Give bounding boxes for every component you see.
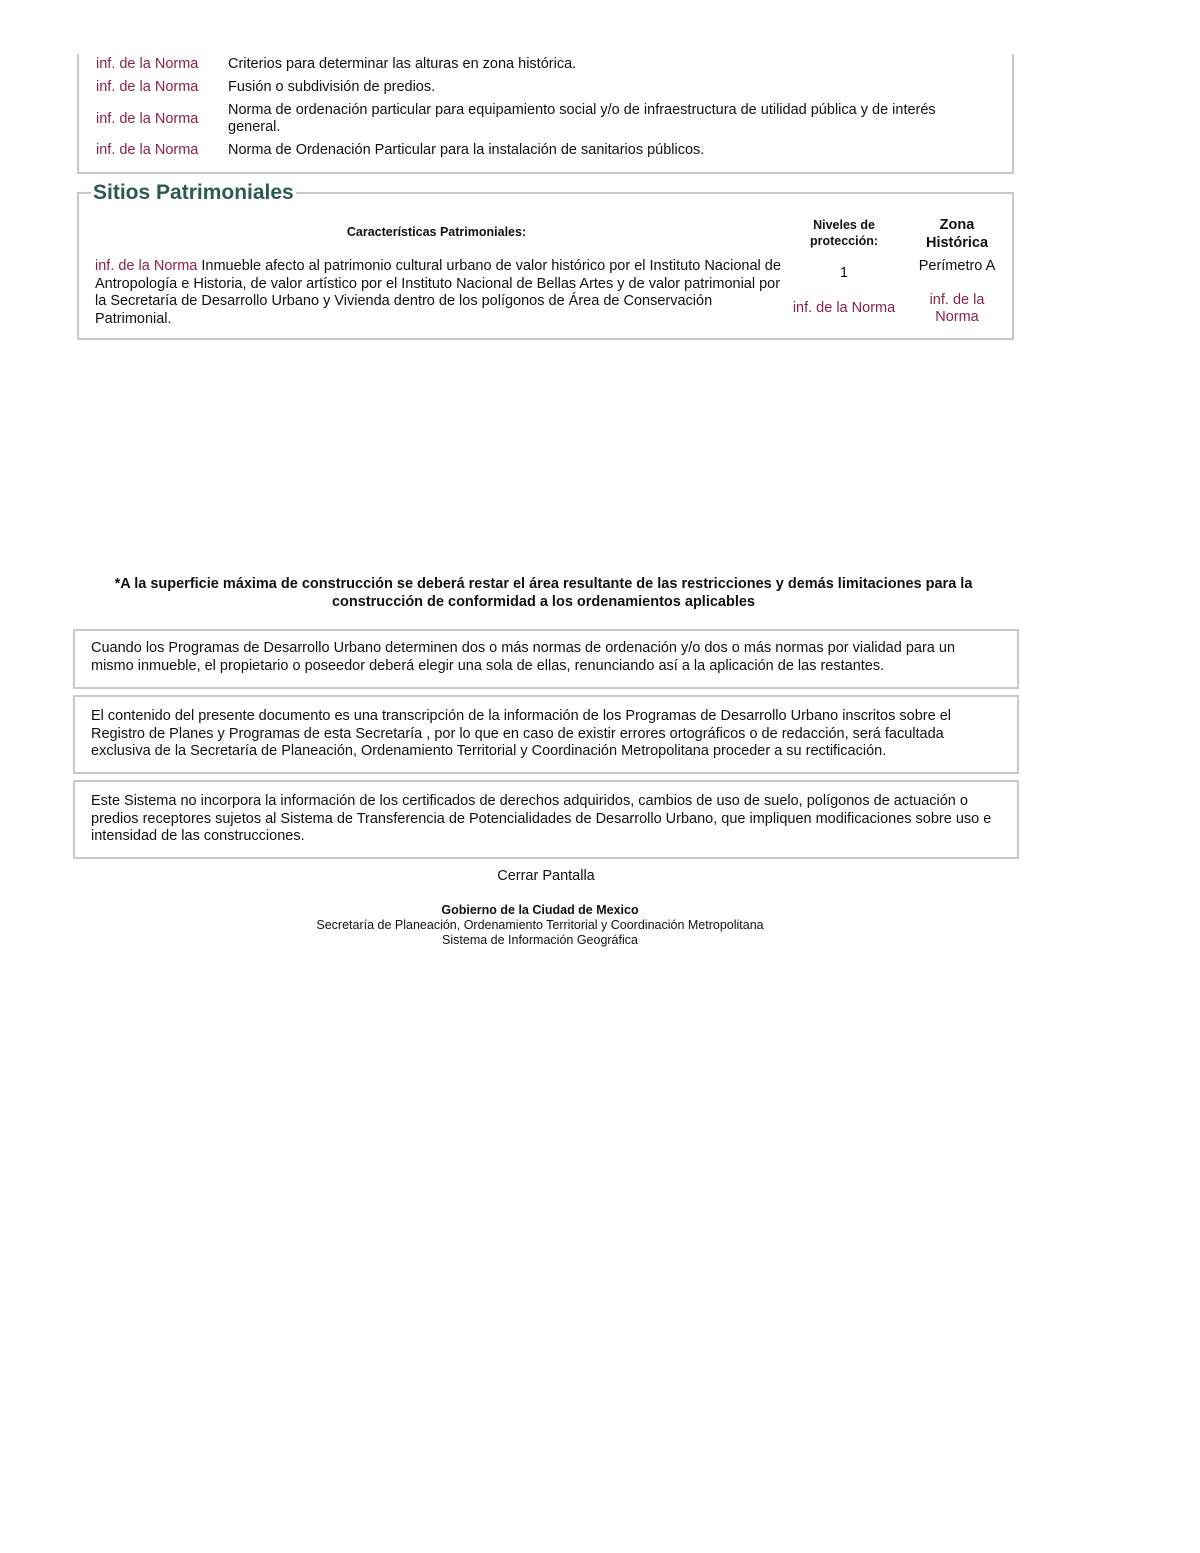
note-text: Este Sistema no incorpora la información de los certificados de derechos adquiridos, cambios de uso de suelo, polígonos de actuación o predios receptores sujetos al Sistema de Transferencia de Potencialidades de Desarrollo Urbano, que impliquen modificaciones sobre uso e intensidad de las construcciones. [91, 793, 992, 844]
norma-description: Norma de Ordenación Particular para la instalación de sanitarios públicos. [228, 142, 705, 158]
normas-table [77, 54, 1014, 174]
note-text: El contenido del presente documento es una transcripción de la información de los Programas de Desarrollo Urbano inscritos sobre el Registro de Planes y Programas de esta Secretaría , por lo que en caso de existir errores ortográficos o de redacción, será facultada exclusiva de la Secretaría de Planeación, Ordenamiento Territorial y Coordinación Metropolitana proceder a su rectificación. [91, 708, 951, 759]
norma-info-link[interactable]: inf. de la Norma [96, 56, 199, 72]
section-title: Sitios Patrimoniales [93, 181, 294, 204]
zona-info-link[interactable]: inf. de la Norma [929, 292, 985, 325]
note-text: Cuando los Programas de Desarrollo Urbano determinen dos o más normas de ordenación y/o dos o más normas por vialidad para un mismo inmueble, el propietario o poseedor deberá elegir una sola de ellas, renunciando así a la aplicación de las restantes. [91, 640, 956, 674]
norma-description: Criterios para determinar las alturas en zona histórica. [228, 56, 577, 72]
norma-description: Norma de ordenación particular para equipamiento social y/o de infraestructura de utilidad pública y de interés general. [228, 102, 936, 135]
zona-header: Zona Histórica [925, 217, 989, 251]
footer [0, 903, 1080, 948]
caracteristicas-text: Inmueble afecto al patrimonio cultural urbano de valor histórico por el Instituto Nacional de Antropología e Historia, de valor artístico por el Instituto Nacional de Bellas Artes y de valor patrimonial por la Secretaría de Desarrollo Urbano y Vivienda dentro de los polígonos de Área de Conservación Patrimonial. [95, 258, 781, 327]
caracteristicas-header: Características Patrimoniales: [346, 225, 527, 239]
footer-sistema: Sistema de Información Geográfica [442, 933, 638, 947]
zona-value: Perímetro A [918, 258, 996, 274]
caracteristicas-cell [95, 258, 785, 328]
sitios-patrimoniales-section [77, 181, 1014, 340]
norma-description: Fusión o subdivisión de predios. [228, 79, 436, 95]
close-screen-button[interactable]: Cerrar Pantalla [497, 868, 595, 884]
footer-secretaria: Secretaría de Planeación, Ordenamiento Territorial y Coordinación Metropolitana [316, 918, 764, 932]
norma-info-link[interactable]: inf. de la Norma [96, 142, 199, 158]
superficie-note: *A la superficie máxima de construcción se deberá restar el área resultante de las restricciones y demás limitaciones para la construcción de conformidad a los ordenamientos aplicables [114, 576, 973, 610]
norma-info-link[interactable]: inf. de la Norma [96, 111, 199, 127]
nivel-info-link[interactable]: inf. de la Norma [792, 300, 896, 316]
norma-info-link[interactable]: inf. de la Norma [96, 79, 199, 95]
note-box [73, 695, 1019, 774]
sitio-info-link[interactable]: inf. de la Norma [95, 258, 198, 274]
note-box [73, 629, 1019, 689]
nivel-value: 1 [839, 265, 849, 281]
note-box [73, 780, 1019, 859]
niveles-header: Niveles de protección: [809, 218, 879, 248]
footer-org: Gobierno de la Ciudad de Mexico [441, 903, 639, 917]
